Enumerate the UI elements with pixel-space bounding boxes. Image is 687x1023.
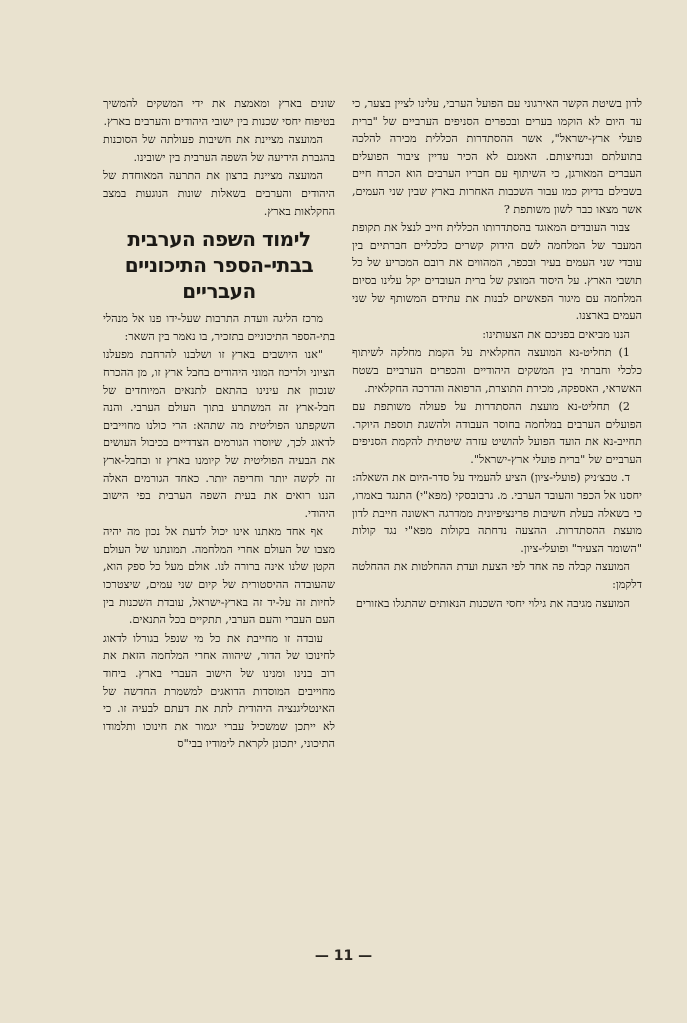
left-column <box>103 95 335 754</box>
paragraph: 1) תחליט-נא המועצה החקלאית על הקמת מחלקה לשיתוף כלכלי וחברתי בין המשקים היהודיים והכפרים הערביים בשטח האשראי, האספקה, מכירת התוצרת, הרפואה והדרכה החקלאית. <box>352 346 642 395</box>
paragraph: ד. טבצ׳ניק (פועלי-ציון) הציע להעמיד על סדר-היום את השאלה: יחסנו אל הכפר והעובד הערבי. מ. גרבובסקי (מפא"י) התנגד באמרו, כי בשאלה בעלת חשיבות פרינציפיונית ממדרגה ראשונה חייבת לדון מועצת ההסתדרות. ההצעה נדחתה בקולות מפא"י נגד קולות "השומר הצעיר" ופועלי-ציון. <box>352 471 642 555</box>
paragraph: מרכז הליגה וועדת התרבות שעל-ידו פנו אל מנהלי בתי-הספר התיכוניים בתזכיר, בו נאמר בין השאר: <box>103 312 335 343</box>
paragraph: המועצה מציינת את חשיבות פעולתה של הסוכנות בהגברת הידיעה של השפה הערבית בין ישובינו. <box>103 133 335 164</box>
paragraph: המועצה מגיבה את גילוי יחסי השכנות הנאותים שהתגלו באזורים <box>355 596 630 610</box>
paragraph: אף אחד מאתנו אינו יכול לדעת אל נכון מה יהיה מצבו של העולם אחרי המלחמה. תמונתנו של העולם הקטן שלנו אינה ברורה לנו. אולם מעל כל ספק הוא, שהעובדה ההיסטורית של קיום שני עמים, שיצטרכו לחיות זה על-יד זה בארץ-ישראל, עובדת השכנות בין העם העברי והעם הערבי, תתקיים בכל התנאים. <box>103 525 335 627</box>
article-headline: לימוד השפה הערבית בבתי-הספר התיכוניים העבריים <box>124 227 314 304</box>
paragraph: "אנו היושבים בארץ זו ושלבנו להרחבת מפעלנו הציוני ולריכוז המוני היהודים בחבל ארץ זו, מן ההכרח שנכוון את עינינו בהתאם לתנאים המיוחדים של חבל-ארץ זה המשתרע בתוך העולם הערבי. והנה השקפתנו הפוליטית מה שתהא: הרי כולנו מחוייבים לדאוג לכך, שיוסרו הגורמים הצדדיים בכיבול העושים את הבעיה הפוליטית של קיומנו בארץ זו ובחבל-ארץ זה לקשה יותר וחריפה יותר. כאחד הגורמים האלה הננו רואים את בעית השפה הערבית בפי הישוב היהודי. <box>103 348 335 520</box>
paragraph: לדון בשיטת הקשר האירגוני עם הפועל הערבי, עלינו לציין בצער, כי עד היום לא הוקמו בערים ובכפרים הסניפים הערביים של "ברית פועלי ארץ-ישראל", אשר ההסתדרות הכללית מכירה להלכה בתועלתם ובנחיצותם. האמנם לא הכיר עדיין ציבור הפועלים העברים המאורגן, כי השיתוף עם חבריו הערבים הוא הכרח חיים בשבילם בדיוק כמו עבור השכבות האחרות בארץ שבין שני העמים, אשר מצאו כבר לשון משותפת ? <box>352 97 642 216</box>
paragraph: עובדה זו מחייבת את כל מי שנפל בגורלו לדאוג לחינוכו של הדור, שיהווה אחרי המלחמה הזאת את רוב בנינו ומנינו של הישוב העברי בארץ. ביחוד מחוייבים המוסדות הדואגים למשמרת החדשה של האינטליגנציה היהודית לתת את דעתם לבעיה זו. כי לא ייתכן שמשכיל עברי יגמור את חינוכו ותלמודו התיכוני, יתכונן לקראת לימודיו בבי"ס <box>103 631 335 751</box>
paragraph: 2) תחליט-נא מועצת ההסתדרות על פעולה משותפת עם הפועלים הערבים במלחמה בחוסר העבודה ולהשגת תוספת היוקר. תחייב-נא את הועד הפועל להושיט עזרה שיטתית להקמת הסניפים הערביים של "ברית פועלי ארץ-ישראל". <box>352 400 642 466</box>
paragraph: הננו מביאים בפניכם את הצעותינו: <box>482 327 630 341</box>
right-column <box>352 95 642 613</box>
paragraph: צבור העובדים המאוגד בהסתדרותו הכללית חייב לנצל את תקופת המעבר של המלחמה לשם הידוק קשרים כלכליים חברתיים בין עובדי שני העמים בעיר ובכפר, המהווים את רובם המכריע של כל תושבי הארץ. על היסוד המוצק של ברית העובדים יקל עלינו בסיום המלחמה עם מיגור הפאשיזם לבנות את עתידם המשותף של שני העמים בארצנו. <box>352 221 642 323</box>
paragraph: המועצה מציינת ברצון את התרעה המאוחדת של היהודים והערבים בשאלות שונות הנוגעות במצב החקלאות בארץ. <box>103 169 335 218</box>
page-number: — 11 — <box>314 948 373 964</box>
paragraph: שונים בארץ ומאמצת את ידי המשקים להמשיך בטיפוח יחסי שכנות בין ישובי היהודים והערבים בארץ. <box>103 97 335 128</box>
paragraph: המועצה קבלה פה אחד לפי הצעת ועדת ההחלטות את ההחלטה דלקמן: <box>352 560 642 592</box>
